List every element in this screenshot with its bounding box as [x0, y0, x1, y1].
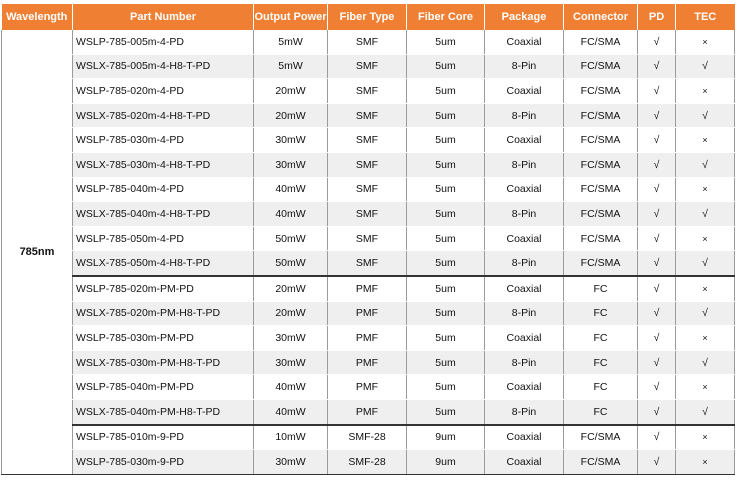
table-row	[2, 301, 735, 326]
cell-output-power: 30mW	[254, 152, 328, 177]
cell-pd: √	[638, 152, 676, 177]
cell-part-number: WSLX-785-030m-PM-H8-T-PD	[73, 350, 254, 375]
cell-pd: √	[638, 350, 676, 375]
header-wavelength: Wavelength	[2, 4, 73, 30]
cell-part-number: WSLX-785-050m-4-H8-T-PD	[73, 251, 254, 276]
cell-part-number: WSLP-785-030m-4-PD	[73, 128, 254, 153]
cell-fiber-type: PMF	[328, 276, 407, 301]
cell-fiber-core: 5um	[407, 326, 485, 351]
cell-pd: √	[638, 177, 676, 202]
cell-output-power: 5mW	[254, 54, 328, 79]
cell-part-number: WSLP-785-040m-4-PD	[73, 177, 254, 202]
cell-fiber-core: 5um	[407, 276, 485, 301]
cell-fiber-core: 5um	[407, 128, 485, 153]
cell-fiber-core: 9um	[407, 450, 485, 475]
cell-part-number: WSLP-785-020m-PM-PD	[73, 276, 254, 301]
cell-fiber-type: SMF	[328, 152, 407, 177]
cell-output-power: 10mW	[254, 425, 328, 450]
header-fiber-type: Fiber Type	[328, 4, 407, 30]
cell-pd: √	[638, 79, 676, 104]
cell-pd: √	[638, 399, 676, 424]
cell-package: 8-Pin	[485, 103, 564, 128]
table-row	[2, 350, 735, 375]
cell-tec: ×	[676, 450, 735, 475]
cell-output-power: 30mW	[254, 128, 328, 153]
cell-connector: FC/SMA	[564, 177, 638, 202]
cell-output-power: 50mW	[254, 251, 328, 276]
cell-tec: √	[676, 54, 735, 79]
cell-pd: √	[638, 326, 676, 351]
cell-pd: √	[638, 54, 676, 79]
cell-tec: √	[676, 103, 735, 128]
cell-connector: FC/SMA	[564, 79, 638, 104]
table-row	[2, 375, 735, 400]
cell-fiber-type: PMF	[328, 350, 407, 375]
product-table-container	[1, 4, 735, 475]
cell-pd: √	[638, 450, 676, 475]
cell-pd: √	[638, 301, 676, 326]
cell-package: Coaxial	[485, 450, 564, 475]
cell-fiber-core: 5um	[407, 177, 485, 202]
cell-fiber-core: 5um	[407, 30, 485, 54]
cell-package: Coaxial	[485, 425, 564, 450]
cell-package: 8-Pin	[485, 301, 564, 326]
header-package: Package	[485, 4, 564, 30]
cell-connector: FC/SMA	[564, 128, 638, 153]
table-row	[2, 128, 735, 153]
cell-connector: FC/SMA	[564, 202, 638, 227]
cell-package: 8-Pin	[485, 251, 564, 276]
cell-part-number: WSLP-785-030m-9-PD	[73, 450, 254, 475]
cell-tec: ×	[676, 79, 735, 104]
cell-package: Coaxial	[485, 177, 564, 202]
cell-tec: ×	[676, 226, 735, 251]
cell-part-number: WSLP-785-040m-PM-PD	[73, 375, 254, 400]
cell-output-power: 40mW	[254, 375, 328, 400]
cell-pd: √	[638, 226, 676, 251]
cell-fiber-type: SMF-28	[328, 425, 407, 450]
cell-connector: FC/SMA	[564, 226, 638, 251]
cell-output-power: 40mW	[254, 177, 328, 202]
header-fiber-core: Fiber Core	[407, 4, 485, 30]
table-row	[2, 202, 735, 227]
table-header-row	[2, 4, 735, 30]
cell-tec: √	[676, 399, 735, 424]
table-row	[2, 30, 735, 54]
cell-connector: FC/SMA	[564, 152, 638, 177]
cell-fiber-type: SMF-28	[328, 450, 407, 475]
cell-connector: FC	[564, 399, 638, 424]
cell-fiber-type: SMF	[328, 177, 407, 202]
cell-pd: √	[638, 251, 676, 276]
cell-part-number: WSLP-785-030m-PM-PD	[73, 326, 254, 351]
table-row	[2, 177, 735, 202]
cell-fiber-core: 5um	[407, 79, 485, 104]
cell-fiber-core: 5um	[407, 375, 485, 400]
cell-fiber-core: 5um	[407, 251, 485, 276]
cell-part-number: WSLP-785-050m-4-PD	[73, 226, 254, 251]
header-tec: TEC	[676, 4, 735, 30]
table-row	[2, 103, 735, 128]
cell-part-number: WSLX-785-040m-PM-H8-T-PD	[73, 399, 254, 424]
cell-connector: FC	[564, 276, 638, 301]
cell-tec: √	[676, 251, 735, 276]
cell-output-power: 50mW	[254, 226, 328, 251]
cell-fiber-core: 5um	[407, 103, 485, 128]
cell-package: Coaxial	[485, 128, 564, 153]
table-row	[2, 326, 735, 351]
cell-tec: √	[676, 350, 735, 375]
cell-fiber-type: SMF	[328, 202, 407, 227]
cell-package: Coaxial	[485, 326, 564, 351]
header-output-power: Output Power	[254, 4, 328, 30]
cell-fiber-type: SMF	[328, 128, 407, 153]
table-row	[2, 399, 735, 424]
cell-output-power: 30mW	[254, 350, 328, 375]
cell-fiber-type: PMF	[328, 326, 407, 351]
cell-wavelength: 785nm	[2, 30, 73, 474]
cell-part-number: WSLX-785-040m-4-H8-T-PD	[73, 202, 254, 227]
cell-package: 8-Pin	[485, 350, 564, 375]
cell-fiber-core: 5um	[407, 152, 485, 177]
cell-tec: √	[676, 202, 735, 227]
cell-connector: FC	[564, 350, 638, 375]
cell-connector: FC/SMA	[564, 251, 638, 276]
cell-pd: √	[638, 375, 676, 400]
cell-connector: FC/SMA	[564, 425, 638, 450]
cell-package: 8-Pin	[485, 399, 564, 424]
cell-part-number: WSLX-785-020m-4-H8-T-PD	[73, 103, 254, 128]
table-row	[2, 226, 735, 251]
cell-output-power: 40mW	[254, 202, 328, 227]
cell-pd: √	[638, 30, 676, 54]
cell-package: Coaxial	[485, 375, 564, 400]
cell-output-power: 20mW	[254, 301, 328, 326]
table-row	[2, 450, 735, 475]
cell-output-power: 40mW	[254, 399, 328, 424]
cell-output-power: 20mW	[254, 276, 328, 301]
cell-package: Coaxial	[485, 276, 564, 301]
cell-tec: ×	[676, 425, 735, 450]
cell-fiber-core: 5um	[407, 54, 485, 79]
cell-output-power: 5mW	[254, 30, 328, 54]
cell-connector: FC	[564, 301, 638, 326]
cell-connector: FC	[564, 326, 638, 351]
cell-package: 8-Pin	[485, 202, 564, 227]
cell-pd: √	[638, 103, 676, 128]
cell-part-number: WSLX-785-020m-PM-H8-T-PD	[73, 301, 254, 326]
cell-fiber-type: SMF	[328, 30, 407, 54]
cell-tec: ×	[676, 326, 735, 351]
cell-fiber-core: 5um	[407, 301, 485, 326]
cell-tec: √	[676, 301, 735, 326]
cell-pd: √	[638, 202, 676, 227]
cell-pd: √	[638, 425, 676, 450]
cell-output-power: 30mW	[254, 326, 328, 351]
header-pd: PD	[638, 4, 676, 30]
cell-tec: ×	[676, 177, 735, 202]
cell-part-number: WSLP-785-005m-4-PD	[73, 30, 254, 54]
cell-connector: FC/SMA	[564, 54, 638, 79]
cell-package: Coaxial	[485, 30, 564, 54]
cell-fiber-core: 5um	[407, 202, 485, 227]
table-row	[2, 152, 735, 177]
header-part-number: Part Number	[73, 4, 254, 30]
header-connector: Connector	[564, 4, 638, 30]
table-row	[2, 251, 735, 276]
cell-part-number: WSLP-785-010m-9-PD	[73, 425, 254, 450]
cell-fiber-core: 5um	[407, 399, 485, 424]
cell-output-power: 30mW	[254, 450, 328, 475]
cell-connector: FC/SMA	[564, 103, 638, 128]
cell-fiber-type: SMF	[328, 103, 407, 128]
table-body	[2, 30, 735, 474]
cell-fiber-core: 5um	[407, 350, 485, 375]
table-row	[2, 276, 735, 301]
cell-fiber-type: SMF	[328, 79, 407, 104]
product-spec-table	[1, 4, 735, 475]
cell-package: Coaxial	[485, 79, 564, 104]
cell-output-power: 20mW	[254, 103, 328, 128]
cell-connector: FC	[564, 375, 638, 400]
table-row	[2, 79, 735, 104]
cell-tec: √	[676, 152, 735, 177]
cell-tec: ×	[676, 375, 735, 400]
cell-pd: √	[638, 276, 676, 301]
cell-tec: ×	[676, 276, 735, 301]
cell-tec: ×	[676, 30, 735, 54]
cell-fiber-type: SMF	[328, 226, 407, 251]
cell-package: Coaxial	[485, 226, 564, 251]
cell-package: 8-Pin	[485, 152, 564, 177]
cell-output-power: 20mW	[254, 79, 328, 104]
cell-connector: FC/SMA	[564, 450, 638, 475]
cell-fiber-type: PMF	[328, 301, 407, 326]
cell-part-number: WSLX-785-005m-4-H8-T-PD	[73, 54, 254, 79]
cell-tec: ×	[676, 128, 735, 153]
cell-fiber-core: 5um	[407, 226, 485, 251]
cell-fiber-type: PMF	[328, 375, 407, 400]
cell-package: 8-Pin	[485, 54, 564, 79]
cell-part-number: WSLX-785-030m-4-H8-T-PD	[73, 152, 254, 177]
cell-connector: FC/SMA	[564, 30, 638, 54]
cell-fiber-type: SMF	[328, 251, 407, 276]
cell-fiber-core: 9um	[407, 425, 485, 450]
table-row	[2, 425, 735, 450]
cell-fiber-type: SMF	[328, 54, 407, 79]
table-row	[2, 54, 735, 79]
cell-part-number: WSLP-785-020m-4-PD	[73, 79, 254, 104]
cell-pd: √	[638, 128, 676, 153]
cell-fiber-type: PMF	[328, 399, 407, 424]
